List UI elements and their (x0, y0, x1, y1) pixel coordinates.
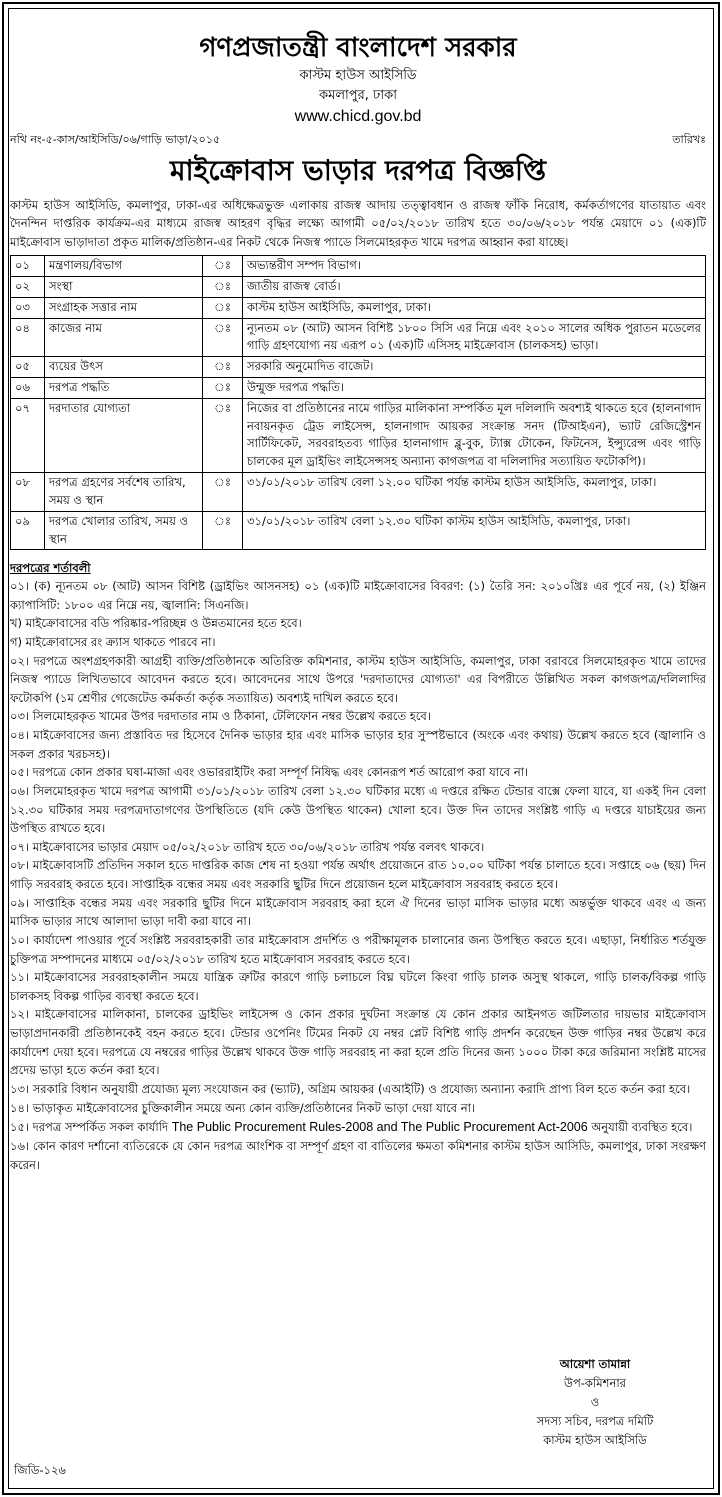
row-colon: ঃ (203, 318, 243, 357)
reference-row (10, 132, 706, 148)
condition-15-prefix: ১৫। দরপত্র সম্পর্কিত সকল কার্যাদি (10, 1120, 169, 1135)
condition-item: ০৩। সিলমোহরকৃত খামের উপর দরদাতার নাম ও ঠিকানা, টেলিফোন নম্বর উল্লেখ করতে হবে। (10, 709, 431, 724)
row-value: কাস্টম হাউস আইসিডি, কমলাপুর, ঢাকা। (243, 297, 706, 318)
table-row (11, 473, 706, 512)
row-label: সংস্থা (45, 276, 203, 297)
office-name: কাস্টম হাউস আইসিডি (299, 67, 417, 83)
government-title: গণপ্রজাতন্ত্রী বাংলাদেশ সরকার (199, 33, 517, 63)
table-row (11, 256, 706, 277)
table-row (11, 378, 706, 399)
row-number: ০৯ (11, 511, 45, 550)
tender-notice (10, 32, 706, 1175)
condition-item: ০৫। দরপত্রে কোন প্রকার ঘষা-মাজা এবং ওভাররাইটিং করা সম্পূর্ণ নিষিদ্ধ এবং কোনরূপ শর্ত আরোপ করা যাবে না। (10, 765, 529, 780)
intro-paragraph: কাস্টম হাউস আইসিডি, কমলাপুর, ঢাকা-এর অধিক্ষেত্রভুক্ত এলাকায় রাজস্ব আদায় তত্ত্বাবধান ও রাজস্ব ফাঁকি নিরোধ, কর্মকর্তাগণের যাতায়াত এবং দৈনন্দিন দাপ্তরিক কার্যক্রম-এর মাধ্যমে রাজস্ব আহরণ বৃদ্ধির লক্ষ্যে আগামী ০৫/০২/২০১৮ তারিখ হতে ৩০/০৬/২০১৮ পর্যন্ত মেয়াদে ০১ (এক)টি মাইক্রোবাস ভাড়াদাতা প্রকৃত মালিক/প্রতিষ্ঠান-এর নিকট থেকে নিজস্ব প্যাডে সিলমোহরকৃত খামে দরপত্র আহ্বান করা যাচ্ছে। (10, 198, 706, 249)
signatory-and: ও (590, 1394, 600, 1409)
table-row (11, 297, 706, 318)
condition-item: ১৩। সরকারি বিধান অনুযায়ী প্রযোজ্য মূল্য সংযোজন কর (ভ্যাট), অগ্রিম আয়কর (এআইটি) ও প্রযোজ্য অন্যান্য করাদি প্রাপ্য বিল হতে কর্তন করা হবে। (10, 1081, 691, 1096)
condition-item: ১২। মাইক্রোবাসের মালিকানা, চালকের ড্রাইভিং লাইসেন্স ও কোন প্রকার দুর্ঘটনা সংক্রান্ত যে কোন প্রকার আইনগত জটিলতার দায়ভার মাইক্রোবাস ভাড়াপ্রদানকারী প্রতিষ্ঠানকেই বহন করতে হবে। টেন্ডার ওপেনিং টিমের নিকট যে নম্বর প্লেট বিশিষ্ট গাড়ি প্রদর্শন করেছেন উক্ত গাড়ির নম্বর উল্লেখ করে কার্যাদেশ দেয়া হবে। দরপত্রে যে নম্বরের গাড়ির উল্লেখ থাকবে উক্ত গাড়ি সরবরাহ না করা হলে প্রতি দিনের জন্য ১০০০ টাকা করে জরিমানা সংশ্লিষ্ট মাসের প্রদেয় ভাড়া হতে কর্তন করা হবে। (10, 1007, 706, 1078)
row-value: ন্যূনতম ০৮ (আট) আসন বিশিষ্ট ১৮০০ সিসি এর নিম্নে এবং ২০১০ সালের অধিক পুরাতন মডেলের গাড়ি গ্রহণযোগ্য নয় এরূপ ০১ (এক)টি এসিসহ মাইক্রোবাস (চালকসহ) ভাড়া। (243, 318, 706, 357)
condition-item: গ) মাইক্রোবাসের রং ক্র্যাস থাকতে পারবে না। (10, 634, 216, 649)
condition-item: ১১। মাইক্রোবাসের সরবরাহকালীন সময়ে যান্ত্রিক ত্রুটির কারণে গাড়ি চলাচলে বিঘ্ন ঘটলে কিংবা গাড়ি চালক অসুস্থ থাকলে, গাড়ি চালক/বিকল্প গাড়ি চালকসহ বিকল্প গাড়ির ব্যবস্থা করতে হবে। (10, 970, 706, 1003)
row-value: ৩১/০১/২০১৮ তারিখ বেলা ১২.০০ ঘটিকা পর্যন্ত কাস্টম হাউস আইসিডি, কমলাপুর, ঢাকা। (243, 473, 706, 512)
row-number: ০৩ (11, 297, 45, 318)
condition-item: ০৬। সিলমোহরকৃত খামে দরপত্র আগামী ৩১/০১/২০১৮ তারিখ বেলা ১২.৩০ ঘটিকার মধ্যে এ দপ্তরে রক্ষিত টেন্ডার বাক্সে ফেলা যাবে, যা একই দিন বেলা ১২.৩০ ঘটিকার সময় দরপত্রদাতাগণের উপস্থিতিতে (যদি কেউ উপস্থিত থাকেন) খোলা হবে। উক্ত দিন তাদের সংশ্লিষ্ট গাড়ি এ দপ্তরে যাচাইয়ের জন্য উপস্থিত রাখতে হবে। (10, 783, 706, 836)
row-number: ০৭ (11, 398, 45, 472)
condition-item: ০২। দরপত্রে অংশগ্রহণকারী আগ্রহী ব্যক্তি/প্রতিষ্ঠানকে অতিরিক্ত কমিশনার, কাস্টম হাউস আইসিডি, কমলাপুর, ঢাকা বরাবরে সিলমোহরকৃত খামে তাদের নিজস্ব প্যাডে লিখিতভাবে আবেদন করতে হবে। আবেদনের সাথে উপরে 'দরদাতাদের যোগ্যতা' এর বিপরীতে উল্লিখিত সকল কাগজপত্র/দলিলাদির ফটোকপি (১ম শ্রেণীর গেজেটেড কর্মকর্তা কর্তৃক সত্যায়িত) অবশ্যই দাখিল করতে হবে। (10, 653, 706, 705)
signature-block (480, 1355, 710, 1450)
row-label: সংগ্রাহক সত্তার নাম (45, 297, 203, 318)
condition-item: ১৪। ভাড়াকৃত মাইক্রোবাসের চুক্তিকালীন সময়ে অন্য কোন ব্যক্তি/প্রতিষ্ঠানের নিকট ভাড়া দেয়া যাবে না। (10, 1100, 476, 1115)
row-colon: ঃ (203, 276, 243, 297)
row-value: সরকারি অনুমোদিত বাজেট। (243, 357, 706, 378)
condition-item: ০৮। মাইক্রোবাসটি প্রতিদিন সকাল হতে দাপ্তরিক কাজ শেষ না হওয়া পর্যন্ত অর্থাৎ প্রয়োজনে রাত ১০.০০ ঘটিকা পর্যন্ত চালাতে হবে। সপ্তাহে ০৬ (ছয়) দিন গাড়ি সরবরাহ করতে হবে। সাপ্তাহিক বন্ধের সময় এবং সরকারি ছুটির দিনে প্রয়োজন হলে মাইক্রোবাস সরবরাহ করতে হবে। (10, 858, 706, 892)
row-number: ০৫ (11, 357, 45, 378)
row-colon: ঃ (203, 511, 243, 550)
date-label: তারিখঃ (672, 133, 706, 147)
conditions-heading: দরপত্রের শর্তাবলী (10, 561, 91, 576)
row-colon: ঃ (203, 297, 243, 318)
notice-title: মাইক্রোবাস ভাড়ার দরপত্র বিজ্ঞপ্তি (169, 154, 547, 188)
row-number: ০৬ (11, 378, 45, 399)
row-number: ০৪ (11, 318, 45, 357)
condition-15-suffix: অনুযায়ী ব্যবস্থিত হবে। (591, 1120, 693, 1135)
condition-item: ১০। কার্যাদেশ পাওয়ার পূর্বে সংশ্লিষ্ট সরবরাহকারী তার মাইক্রোবাস প্রদর্শিত ও পরীক্ষামূলক চালানোর জন্য উপস্থিত করতে হবে। এছাড়া, নির্ধারিত শর্তযুক্ত চুক্তিপত্র সম্পাদনের মাধ্যমে ০৫/০২/২০১৮ তারিখ হতে মাইক্রোবাস সরবরাহ করতে হবে। (10, 932, 706, 966)
table-row (11, 511, 706, 550)
row-value: ৩১/০১/২০১৮ তারিখ বেলা ১২.৩০ ঘটিকা কাস্টম হাউস আইসিডি, কমলাপুর, ঢাকা। (243, 511, 706, 550)
row-value: অভ্যন্তরীণ সম্পদ বিভাগ। (243, 256, 706, 277)
condition-item: ০৭। মাইক্রোবাসের ভাড়ার মেয়াদ ০৫/০২/২০১৮ তারিখ হতে ৩০/০৬/২০১৮ তারিখ পর্যন্ত বলবৎ থাকবে। (10, 839, 485, 854)
condition-item: খ) মাইক্রোবাসের বডি পরিষ্কার-পরিচ্ছন্ন ও উন্নতমানের হতে হবে। (10, 616, 302, 631)
row-number: ০৮ (11, 473, 45, 512)
row-label: দরদাতার যোগ্যতা (45, 398, 203, 472)
row-value: নিজের বা প্রতিষ্ঠানের নামে গাড়ির মালিকানা সম্পর্কিত মূল দলিলাদি অবশ্যই থাকতে হবে (হালনাগাদ নবায়নকৃত ট্রেড লাইসেন্স, হালনাগাদ আয়কর সংক্রান্ত সনদ (টিআইএন), ভ্যাট রেজিস্ট্রেশন সার্টিফিকেট, সরবরাহতব্য গাড়ির হালনাগাদ ব্লু-বুক, ট্যাক্স টোকেন, ফিটনেস, ইন্স্যুরেন্স এবং গাড়ি চালকের মূল ড্রাইভিং লাইসেন্সসহ অন্যান্য কাগজপত্র বা দলিলাদির সত্যায়িত ফটোকপি)। (243, 398, 706, 472)
row-colon: ঃ (203, 357, 243, 378)
row-label: দরপত্র পদ্ধতি (45, 378, 203, 399)
condition-item: ০১। (ক) ন্যূনতম ০৮ (আট) আসন বিশিষ্ট (ড্রাইভিং আসনসহ) ০১ (এক)টি মাইক্রোবাসের বিবরণ: (১) তৈরি সন: ২০১০খ্রিঃ এর পূর্বে নয়, (২) ইঞ্জিন ক্যাপাসিটি: ১৮০০ এর নিম্নে নয়, জ্বালানি: সিএনজি। (10, 579, 706, 612)
signatory-designation: উপ-কমিশনার (564, 1375, 626, 1390)
row-colon: ঃ (203, 378, 243, 399)
office-location: কমলাপুর, ঢাকা (319, 87, 397, 103)
row-label: মন্ত্রণালয়/বিভাগ (45, 256, 203, 277)
table-row (11, 357, 706, 378)
table-row (11, 318, 706, 357)
website-link[interactable]: www.chicd.gov.bd (294, 108, 422, 126)
table-row (11, 276, 706, 297)
condition-item-15 (10, 1117, 706, 1137)
condition-15-english: The Public Procurement Rules-2008 and The Public Procurement Act-2006 (171, 1120, 588, 1135)
table-row (11, 398, 706, 472)
row-colon: ঃ (203, 398, 243, 472)
row-value: উন্মুক্ত দরপত্র পদ্ধতি। (243, 378, 706, 399)
row-colon: ঃ (203, 473, 243, 512)
memo-number: নথি নং-৫-কাস/আইসিডি/০৬/গাড়ি ভাড়া/২০১৫ (10, 133, 221, 147)
signatory-role: সদস্য সচিব, দরপত্র দমিটি (536, 1413, 654, 1428)
signatory-office: কাস্টম হাউস আইসিডি (543, 1432, 647, 1447)
row-label: ব্যয়ের উৎস (45, 357, 203, 378)
row-colon: ঃ (203, 256, 243, 277)
condition-item: ০৪। মাইক্রোবাসের জন্য প্রস্তাবিত দর হিসেবে দৈনিক ভাড়ার হার এবং মাসিক ভাড়ার হার সুস্পষ্টভাবে (অংকে এবং কথায়) উল্লেখ করতে হবে (জ্বালানি ও সকল প্রকার খরচসহ)। (10, 728, 706, 761)
row-number: ০১ (11, 256, 45, 277)
tender-info-table (10, 255, 706, 550)
condition-item-16: ১৬। কোন কারণ দর্শানো ব্যতিরেকে যে কোন দরপত্র আংশিক বা সম্পূর্ণ গ্রহণ বা বাতিলের ক্ষমতা কমিশনার কাস্টম হাউস আসিডি, কমলাপুর, ঢাকা সংরক্ষণ করেন। (10, 1139, 706, 1173)
row-label: দরপত্র গ্রহণের সর্বশেষ তারিখ, সময় ও স্থান (45, 473, 203, 512)
signatory-name: আয়েশা তামান্না (559, 1357, 631, 1371)
conditions-list (10, 577, 706, 1117)
condition-item: ০৯। সাপ্তাহিক বন্ধের সময় এবং সরকারি ছুটির দিনে মাইক্রোবাস সরবরাহ করা হলে ঐ দিনের ভাড়া মাসিক ভাড়ার মধ্যে অন্তর্ভুক্ত থাকবে এবং এ জন্য মাসিক ভাড়ার সাথে আলাদা ভাড়া দাবী করা যাবে না। (10, 895, 706, 929)
row-value: জাতীয় রাজস্ব বোর্ড। (243, 276, 706, 297)
row-label: কাজের নাম (45, 318, 203, 357)
row-number: ০২ (11, 276, 45, 297)
row-label: দরপত্র খোলার তারিখ, সময় ও স্থান (45, 511, 203, 550)
footer-code: জিডি-১২৬ (14, 1463, 66, 1477)
